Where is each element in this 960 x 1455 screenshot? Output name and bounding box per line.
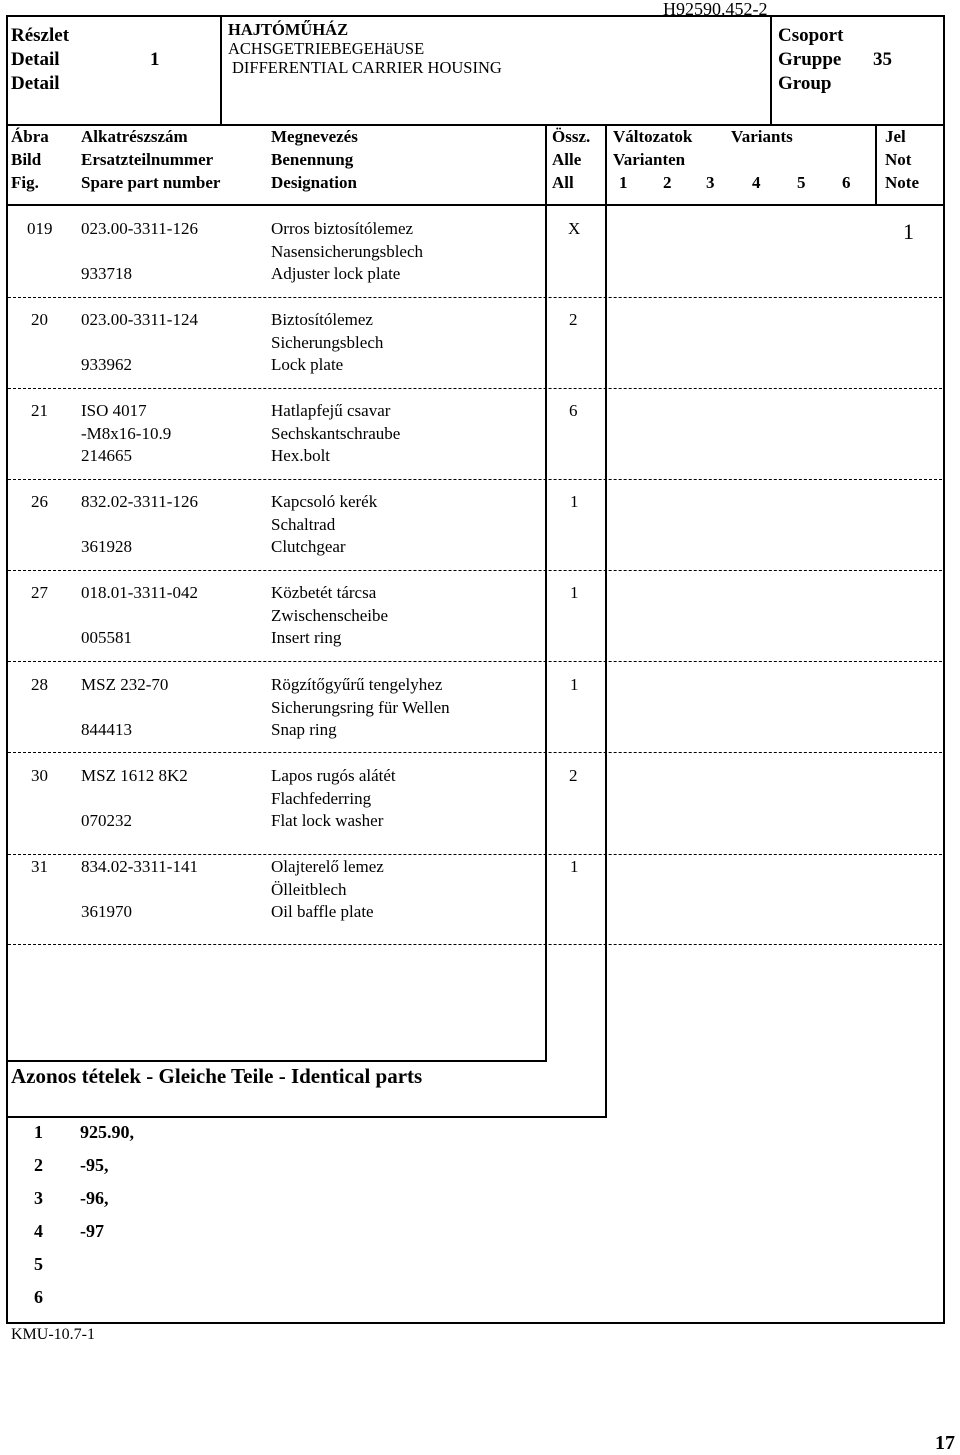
row-fig: 20 (31, 310, 48, 329)
part-code: 844413 (81, 720, 132, 739)
column-part-hu: Alkatrészszám (81, 127, 188, 146)
identical-list (34, 1116, 134, 1314)
row-desc (271, 218, 423, 286)
row-part (81, 765, 188, 833)
variant-number-5: 5 (797, 173, 806, 192)
row-qty: 2 (569, 310, 578, 329)
row-desc (271, 582, 388, 650)
part-number-cont (81, 788, 188, 811)
row-divider (8, 944, 942, 945)
part-number-cont: -M8x16-10.9 (81, 423, 172, 443)
column-fig-en: Fig. (11, 173, 39, 192)
frame-top (6, 15, 945, 17)
title-en: DIFFERENTIAL CARRIER HOUSING (232, 58, 502, 77)
desc-hu: Biztosítólemez (271, 310, 373, 329)
desc-hu: Olajterelő lemez (271, 857, 384, 876)
title-de: ACHSGETRIEBEGEHäUSE (228, 39, 425, 58)
desc-de: Schaltrad (271, 514, 336, 534)
identical-item (34, 1182, 43, 1215)
column-divider-qty (605, 124, 607, 1118)
row-fig: 30 (31, 766, 48, 785)
part-code: 933718 (81, 264, 132, 283)
desc-de: Nasensicherungsblech (271, 241, 424, 261)
column-fig (11, 125, 49, 194)
desc-de: Sicherungsring für Wellen (271, 697, 450, 717)
row-part (81, 491, 198, 559)
row-fig: 31 (31, 857, 48, 876)
identical-item (34, 1248, 43, 1281)
frame-left (6, 15, 8, 1324)
part-code: 361928 (81, 537, 132, 556)
row-part (81, 856, 198, 924)
column-part-en: Spare part number (81, 173, 221, 192)
row-part (81, 218, 198, 286)
row-qty: 1 (570, 583, 579, 602)
page-number: 17 (935, 1432, 955, 1454)
row-qty: 1 (570, 857, 579, 876)
row-part (81, 582, 198, 650)
row-qty: 6 (569, 401, 578, 420)
row-part (81, 309, 198, 377)
part-number: 832.02-3311-126 (81, 492, 198, 511)
row-divider (8, 479, 942, 480)
group-labels (778, 24, 843, 96)
row-desc (271, 765, 396, 833)
part-number: 018.01-3311-042 (81, 583, 198, 602)
desc-de: Sechskantschraube (271, 423, 401, 443)
group-label-en: Group (778, 73, 832, 94)
detail-label-de: Detail (11, 49, 60, 70)
part-code: 214665 (81, 446, 132, 465)
column-designation-de: Benennung (271, 150, 354, 169)
part-number-cont (81, 332, 198, 355)
desc-en: Flat lock washer (271, 811, 384, 830)
column-note-hu: Jel (885, 127, 906, 146)
column-variants-de: Varianten (613, 150, 686, 169)
row-desc (271, 856, 384, 924)
desc-en: Oil baffle plate (271, 902, 374, 921)
identical-item-number: 6 (34, 1287, 43, 1307)
desc-hu: Hatlapfejű csavar (271, 401, 391, 420)
column-designation-en: Designation (271, 173, 357, 192)
detail-labels (11, 24, 69, 96)
desc-en: Lock plate (271, 355, 344, 374)
identical-item (34, 1116, 134, 1241)
row-fig: 28 (31, 675, 48, 694)
row-divider (8, 752, 942, 753)
column-note (885, 125, 919, 194)
part-number: 023.00-3311-126 (81, 219, 198, 238)
part-number: MSZ 232-70 (81, 675, 169, 694)
desc-en: Clutchgear (271, 537, 346, 556)
row-qty: 1 (570, 492, 579, 511)
desc-de: Flachfederring (271, 788, 372, 808)
header-divider-2 (770, 15, 772, 126)
row-desc (271, 309, 383, 377)
title-block (228, 20, 502, 77)
column-fig-hu: Ábra (11, 127, 49, 146)
desc-en: Adjuster lock plate (271, 264, 401, 283)
row-part (81, 400, 171, 468)
variant-number-2: 2 (663, 173, 672, 192)
desc-hu: Kapcsoló kerék (271, 492, 378, 511)
variant-number-4: 4 (752, 173, 761, 192)
identical-item-number: 3 (34, 1188, 43, 1208)
desc-hu: Közbetét tárcsa (271, 583, 377, 602)
row-desc (271, 491, 377, 559)
identical-parts-title: Azonos tételek - Gleiche Teile - Identical parts (11, 1064, 423, 1088)
row-divider (8, 661, 942, 662)
variant-number-3: 3 (706, 173, 715, 192)
identical-item-value: 925.90, -95, -96, -97 (80, 1122, 134, 1241)
desc-en: Snap ring (271, 720, 337, 739)
column-fig-de: Bild (11, 150, 42, 169)
part-number: MSZ 1612 8K2 (81, 766, 188, 785)
column-part (81, 125, 220, 194)
frame-right (943, 15, 945, 1324)
part-number-cont (81, 241, 198, 264)
group-label-hu: Csoport (778, 25, 844, 46)
detail-label-hu: Részlet (11, 25, 70, 46)
detail-label-en: Detail (11, 73, 60, 94)
identical-item-number: 4 (34, 1221, 43, 1241)
row-part (81, 674, 168, 742)
column-qty-de: Alle (552, 150, 582, 169)
part-code: 933962 (81, 355, 132, 374)
designation-bottom-line (6, 1060, 547, 1062)
column-divider-note (875, 124, 877, 206)
header-divider-1 (220, 15, 222, 126)
desc-de: Zwischenscheibe (271, 605, 389, 625)
row-note: 1 (903, 219, 914, 244)
row-fig: 019 (27, 219, 53, 238)
column-note-en: Note (885, 173, 919, 192)
group-label-de: Gruppe (778, 49, 842, 70)
row-desc (271, 674, 450, 742)
identical-item (34, 1215, 43, 1248)
column-qty-en: All (552, 173, 574, 192)
column-variants-hu: Változatok (613, 127, 693, 146)
title-hu: HAJTÓMŰHÁZ (228, 20, 349, 39)
part-code: 361970 (81, 902, 132, 921)
footer-code: KMU-10.7-1 (11, 1326, 95, 1343)
desc-de: Sicherungsblech (271, 332, 384, 352)
row-fig: 26 (31, 492, 48, 511)
desc-hu: Rögzítőgyűrű tengelyhez (271, 675, 443, 694)
row-qty: 2 (569, 766, 578, 785)
group-value: 35 (873, 49, 892, 70)
frame-bottom (6, 1322, 945, 1324)
part-number: 023.00-3311-124 (81, 310, 198, 329)
column-header-bottom-line (6, 204, 945, 206)
part-number-cont (81, 605, 198, 628)
identical-item-number: 5 (34, 1254, 43, 1274)
column-qty-hu: Össz. (552, 127, 591, 146)
part-number: ISO 4017 (81, 401, 147, 420)
identical-item (34, 1149, 43, 1182)
row-fig: 21 (31, 401, 48, 420)
desc-hu: Orros biztosítólemez (271, 219, 414, 238)
column-designation (271, 125, 358, 194)
desc-en: Insert ring (271, 628, 342, 647)
identical-item-number: 1 (34, 1122, 43, 1142)
variant-number-6: 6 (842, 173, 851, 192)
row-divider (8, 388, 942, 389)
part-number-cont (81, 697, 168, 720)
identical-item (34, 1281, 43, 1314)
row-desc (271, 400, 400, 468)
desc-de: Ölleitblech (271, 879, 347, 899)
part-number: 834.02-3311-141 (81, 857, 198, 876)
part-code: 070232 (81, 811, 132, 830)
row-divider (8, 570, 942, 571)
document-number: H92590.452-2 (663, 0, 768, 19)
column-note-de: Not (885, 150, 912, 169)
row-divider (8, 297, 942, 298)
identical-item-number: 2 (34, 1155, 43, 1175)
column-divider-designation (545, 124, 547, 1062)
row-qty: X (568, 219, 581, 238)
column-part-de: Ersatzteilnummer (81, 150, 214, 169)
part-number-cont (81, 514, 198, 537)
desc-hu: Lapos rugós alátét (271, 766, 396, 785)
part-number-cont (81, 879, 198, 902)
row-fig: 27 (31, 583, 48, 602)
row-divider (8, 854, 942, 855)
row-qty: 1 (570, 675, 579, 694)
desc-en: Hex.bolt (271, 446, 331, 465)
column-qty (552, 125, 590, 194)
column-designation-hu: Megnevezés (271, 127, 358, 146)
detail-value: 1 (150, 49, 160, 70)
variant-number-1: 1 (619, 173, 628, 192)
column-variants-en: Variants (731, 127, 793, 146)
part-code: 005581 (81, 628, 132, 647)
